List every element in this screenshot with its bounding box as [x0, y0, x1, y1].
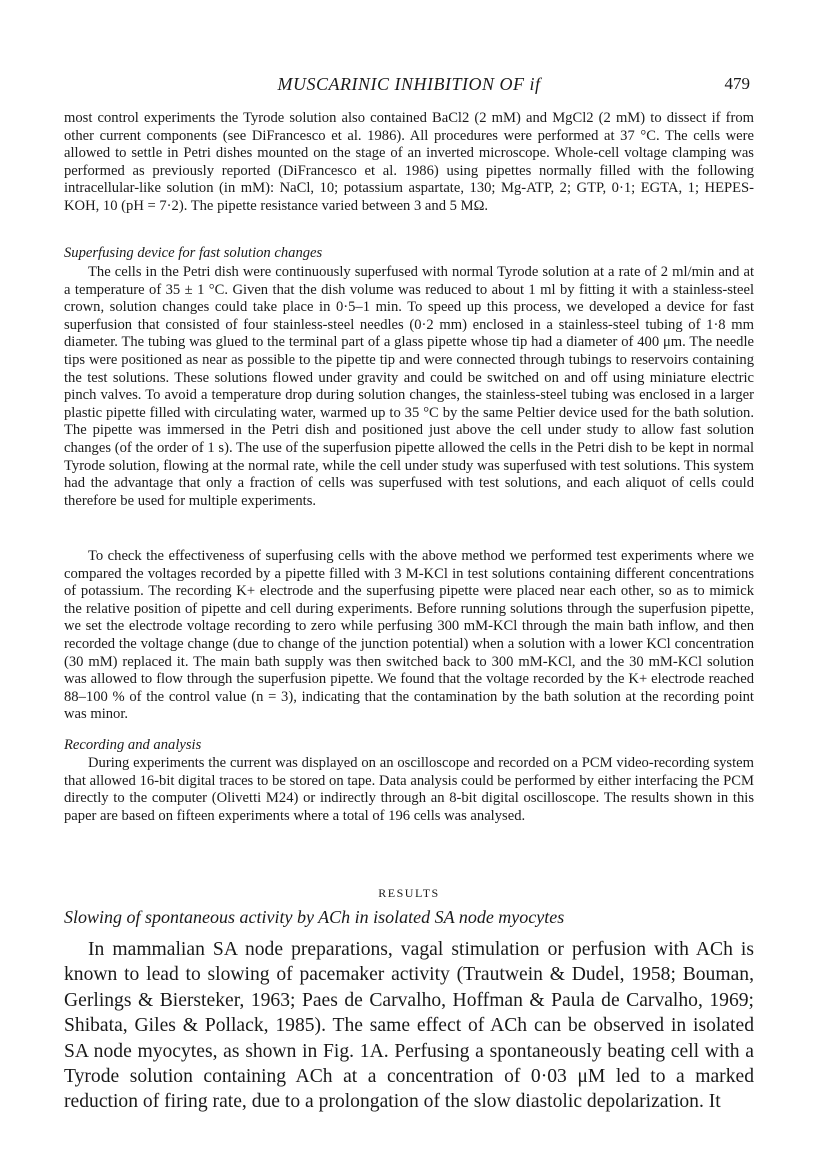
superfusing-paragraph-1: The cells in the Petri dish were continuously superfused with normal Tyrode solution at a rate of 2 ml/min and at a temperature of 35 ± 1 °C. Given that the dish volume was reduced to about 1 ml by fitting it with a stainless-steel crown, solution changes could take place in 0·5–1 min. To speed up this process, we developed a device for fast superfusion that consisted of four stainless-steel needles (0·2 mm) enclosed in a stainless-steel tubing of 1·8 mm diameter. The tubing was glued to the terminal part of a glass pipette whose tip had a diameter of 400 μm. The needle tips were positioned as near as possible to the pipette tip and were connected through tubings to reservoirs containing the test solutions. These solutions flowed under gravity and could be switched on and off using miniature electric pinch valves. To avoid a temperature drop during solution changes, the stainless-steel tubing was enclosed in a larger plastic pipette filled with circulating water, warmed up to 35 °C by the same Peltier device used for the bath solution. The pipette was immersed in the Petri dish and positioned just above the cell under study to allow fast solution changes (of the order of 1 s). The use of the superfusion pipette allowed the cells in the Petri dish to be kept in normal Tyrode solution, flowing at the normal rate, while the cell under study was superfused with test solutions. This system had the advantage that only a fraction of cells was superfused with test solutions, and each aliquot of cells could therefore be used for multiple experiments. — [64, 264, 754, 509]
recording-heading: Recording and analysis — [64, 737, 202, 753]
page-number: 479 — [724, 74, 750, 93]
results-paragraph: In mammalian SA node preparations, vagal stimulation or perfusion with ACh is known to lead to slowing of pacemaker activity (Trautwein & Dudel, 1958; Bouman, Gerlings & Biersteker, 1963; Paes de Carvalho, Hoffman & Paula de Carvalho, 1969; Shibata, Giles & Pollack, 1985). The same effect of ACh can be observed in isolated SA node myocytes, as shown in Fig. 1A. Perfusing a spontaneously beating cell with a Tyrode solution containing ACh at a concentration of 0·03 μM led to a marked reduction of firing rate, due to a prolongation of the slow diastolic depolarization. It — [64, 939, 754, 1113]
running-head — [64, 74, 754, 96]
results-subheading: Slowing of spontaneous activity by ACh in isolated SA node myocytes — [64, 907, 565, 927]
superfusing-heading: Superfusing device for fast solution changes — [64, 245, 323, 261]
results-heading: RESULTS — [378, 886, 440, 900]
recording-paragraph: During experiments the current was displayed on an oscilloscope and recorded on a PCM video-recording system that allowed 16-bit digital traces to be stored on tape. Data analysis could be performed by either interfacing the PCM directly to the computer (Olivetti M24) or indirectly through an 8-bit digital oscilloscope. The results shown in this paper are based on fifteen experiments where a total of 196 cells was analysed. — [64, 755, 754, 824]
superfusing-paragraph-2: To check the effectiveness of superfusing cells with the above method we performed test experiments where we compared the voltages recorded by a pipette filled with 3 M-KCl in test solutions containing different concentrations of potassium. The recording K+ electrode and the superfusing pipette were placed near each other, so as to mimick the relative position of pipette and cell during experiments. Before running solutions through the superfusion pipette, we set the electrode voltage recording to zero while perfusing 300 mM-KCl through the main bath inflow, and then recorded the voltage change (due to change of the junction potential) when a solution with a lower KCl concentration (30 mM) replaced it. The main bath supply was then switched back to 300 mM-KCl, and the 30 mM-KCl solution was allowed to flow through the superfusion pipette. We found that the voltage recorded by the K+ electrode reached 88–100 % of the control value (n = 3), indicating that the contamination by the bath solution at the recording point was minor. — [64, 548, 754, 723]
intro-paragraph: most control experiments the Tyrode solution also contained BaCl2 (2 mM) and MgCl2 (2 mM) to dissect if from other current components (see DiFrancesco et al. 1986). All procedures were performed at 37 °C. The cells were allowed to settle in Petri dishes mounted on the stage of an inverted microscope. Whole-cell voltage clamping was performed as previously reported (DiFrancesco et al. 1986) using pipettes normally filled with the following intracellular-like solution (in mM): NaCl, 10; potassium aspartate, 130; Mg-ATP, 2; GTP, 0·1; EGTA, 1; HEPES-KOH, 10 (pH = 7·2). The pipette resistance varied between 3 and 5 MΩ. — [64, 110, 754, 214]
running-head-title: MUSCARINIC INHIBITION OF if — [277, 74, 541, 94]
